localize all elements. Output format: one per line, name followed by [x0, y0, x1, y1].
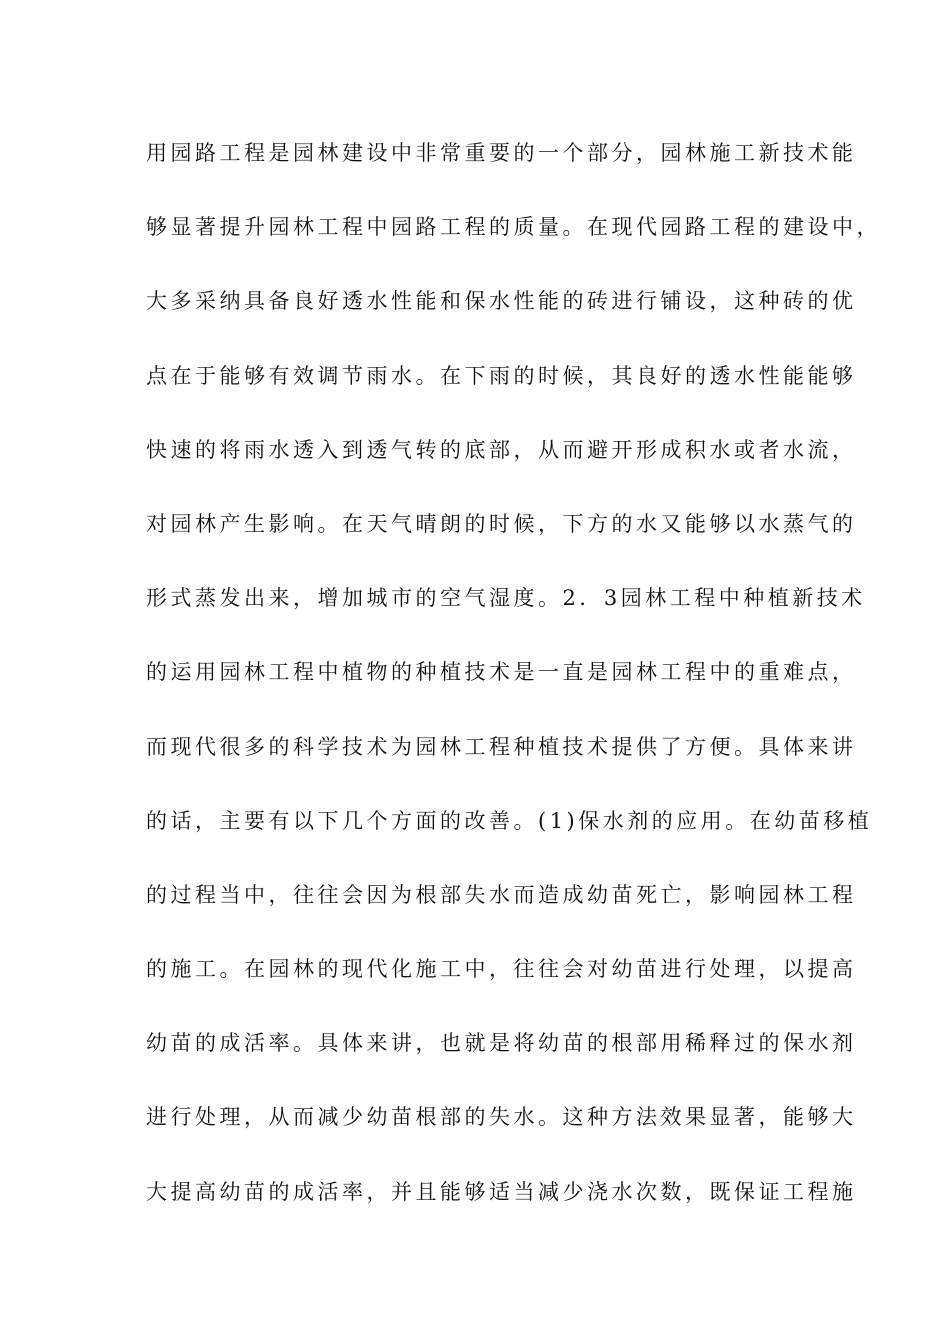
text-line: 用园路工程是园林建设中非常重要的一个部分，园林施工新技术能	[146, 141, 857, 165]
text-line: 形式蒸发出来，增加城市的空气湿度。2．3园林工程中种植新技术	[146, 586, 866, 611]
text-line: 点在于能够有效调节雨水。在下雨的时候，其良好的透水性能能够	[146, 363, 857, 388]
text-line: 大提高幼苗的成活率，并且能够适当减少浇水次数，既保证工程施	[146, 1179, 857, 1204]
text-line: 的话，主要有以下几个方面的改善。(1)保水剂的应用。在幼苗移植	[146, 808, 873, 833]
text-line: 快速的将雨水透入到透气转的底部，从而避开形成积水或者水流，	[146, 437, 857, 462]
text-line: 而现代很多的科学技术为园林工程种植技术提供了方便。具体来讲	[146, 734, 857, 759]
text-line: 进行处理，从而减少幼苗根部的失水。这种方法效果显著，能够大	[146, 1105, 857, 1130]
text-line: 幼苗的成活率。具体来讲，也就是将幼苗的根部用稀释过的保水剂	[146, 1031, 857, 1056]
text-line: 的运用园林工程中植物的种植技术是一直是园林工程中的重难点，	[146, 660, 857, 685]
text-line: 大多采纳具备良好透水性能和保水性能的砖进行铺设，这种砖的优	[146, 289, 857, 314]
text-line: 的施工。在园林的现代化施工中，往往会对幼苗进行处理，以提高	[146, 957, 857, 982]
text-line: 的过程当中，往往会因为根部失水而造成幼苗死亡，影响园林工程	[146, 882, 857, 907]
text-line: 对园林产生影响。在天气晴朗的时候，下方的水又能够以水蒸气的	[146, 511, 857, 536]
body-text	[146, 133, 881, 1246]
text-line: 够显著提升园林工程中园路工程的质量。在现代园路工程的建设中，	[146, 215, 881, 240]
